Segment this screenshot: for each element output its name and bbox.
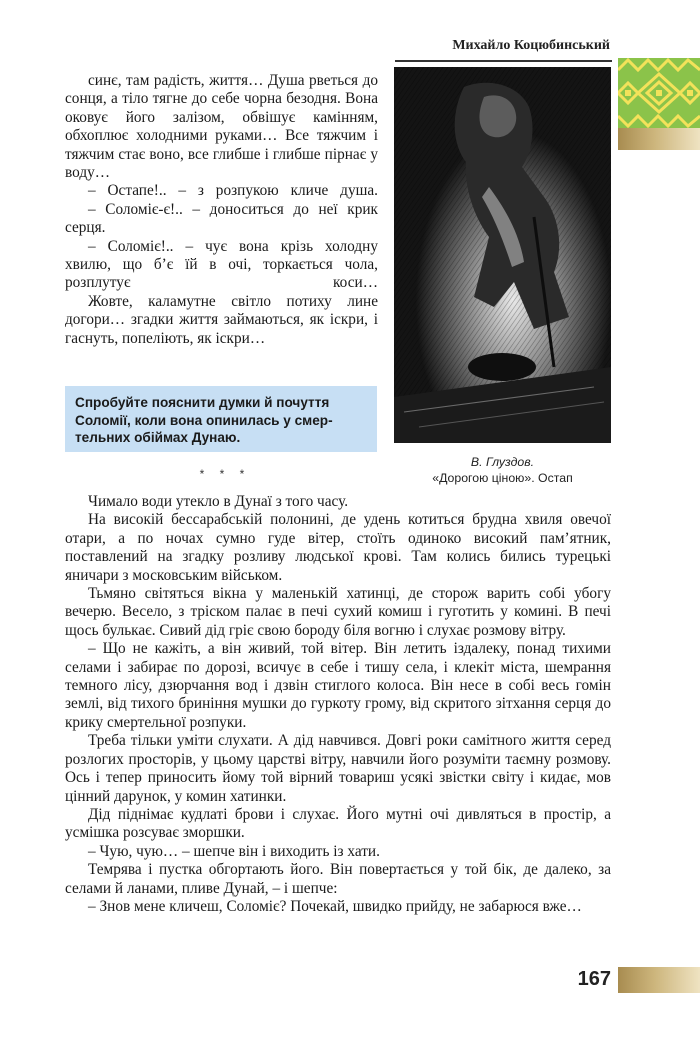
caption-author: В. Глуздов. [470,455,535,469]
paragraph: – Що не кажіть, а він живий, той вітер. Він летить іздалеку, понад тихими селами і забирає по дорозі, всичує в себе і тишу села, і клекіт міста, шемрання темного лісу, дзюрчання вод і дзвін стиглого колоса. Він несе в собі весь гомін землі, від тихого бриніння мушки до гуркоту грому, від скритого зітхання серця до крику смертельної розпуки. [65,640,611,731]
decorative-gold-band-top [618,128,700,150]
task-line: Спробуйте пояснити думки й почуття [75,395,330,410]
illustration-caption [394,454,611,486]
paragraph: – Соломіє-є!.. – доноситься до неї крик серця. [65,200,378,237]
main-text [65,493,611,916]
paragraph: Дід піднімає кудлаті брови і слухає. Його мутні очі дивляться в простір, а усмішка розсуває зморшки. [65,805,611,842]
paragraph: Чимало води утекло в Дунаї з того часу. [88,493,349,510]
paragraph: синє, там радість, життя… Душа рветься до сонця, а тіло тягне до себе чорна безодня. Вона оковує його залізом, обвішує камінням, обхоплює холодними руками… Все тяжчим і тяжчим стає воно, все глибше і глибше пірнає у воду… [65,72,378,182]
decorative-gold-band-bottom [618,967,700,993]
page-number: 167 [577,968,611,990]
header-rule [395,60,612,62]
paragraph: На високій бессарабській полонині, де удень котиться брудна хвиля овечої отари, а по ночах сумно гуде вітер, стоїть одиноко високий пам’ятник, поставлений на згадку розливу людської крові. Там колись бились турецькі яничари з московським військом. [65,511,611,584]
paragraph: Жовте, каламутне світло потиху лине догори… згадки життя займаються, як іскри, і гаснуть, попеліють, як іскри… [65,292,378,347]
upper-column-text [65,72,378,348]
task-line: тельних обіймах Дунаю. [75,430,241,445]
paragraph: Темрява і пустка обгортають його. Він повертається у той бік, де далеко, за селами й ланами, пливе Дунай, – і шепче: [65,861,611,897]
task-box [65,386,377,452]
paragraph: – Соломіє!.. – чує вона крізь холодну хвилю, що б’є їй в очі, торкається чола, розплутує коси… [65,237,378,292]
section-separator: * * * [199,467,251,481]
paragraph: – Знов мене кличеш, Соломіє? Почекай, швидко прийду, не забарюся вже… [88,897,582,915]
illustration-image [394,67,611,443]
paragraph: – Остапе!.. – з розпукою кличе душа. [88,182,378,200]
running-header-author: Михайло Коцюбинський [452,38,610,53]
paragraph: – Чую, чую… – шепче він і виходить із хати. [88,842,380,860]
ukrainian-ornament-icon [618,58,700,128]
caption-title: «Дорогою ціною». Остап [432,471,573,485]
paragraph: Треба тільки уміти слухати. А дід навчився. Довгі роки самітного життя серед розлогих просторів, у цьому царстві вітру, навчили його розуміти таємну розмову. Ось і тепер приносить йому той вірний товариш усякі звістки світу і кидає, мов цінний дарунок, у комин хатинки. [65,732,611,805]
task-line: Соломії, коли вона опинилась у смер- [75,412,333,428]
paragraph: Тьмяно світяться вікна у маленькій хатинці, де сторож варить собі убогу вечерю. Весело, з тріском палає в печі сухий комиш і гуготить у комині. В печі щось булькає. Сивий дід гріє свою бороду біля вогню і слухає розмову вітру. [65,585,611,639]
